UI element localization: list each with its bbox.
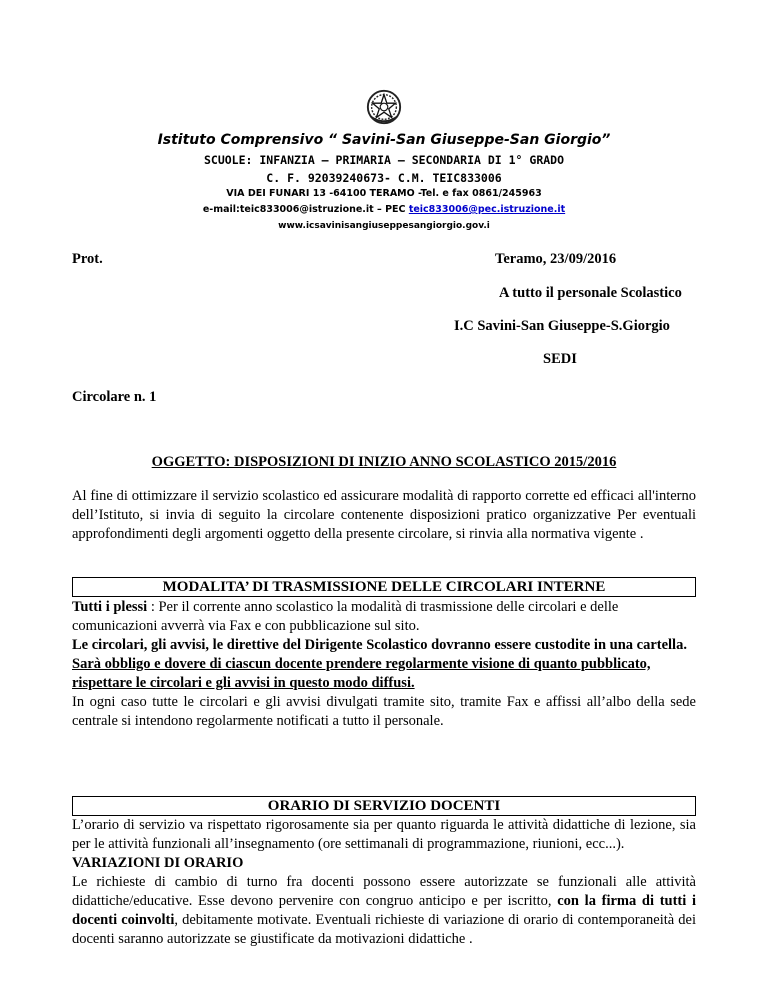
section1-p3: Sarà obbligo e dovere di ciascun docente prendere regolarmente visione di quanto pubblicato, rispettare le circolari e gli avvisi in questo modo diffusi. [72, 656, 651, 691]
recipient-staff: A tutto il personale Scolastico [499, 285, 682, 301]
pec-email-link[interactable]: teic833006@pec.istruzione.it [408, 204, 566, 215]
section1-p1-text: : Per il corrente anno scolastico la modalità di trasmissione delle circolari e delle comunicazioni avverrà via Fax e con pubblicazione sul sito. [72, 599, 619, 634]
schedule-changes-heading: VARIAZIONI DI ORARIO [72, 855, 244, 871]
section-title-circulars: MODALITA’ DI TRASMISSIONE DELLE CIRCOLARI INTERNE [72, 577, 696, 597]
section1-p1 [72, 598, 696, 636]
italian-republic-emblem-icon [365, 88, 403, 126]
section1-p2: Le circolari, gli avvisi, le direttive del Dirigente Scolastico dovranno essere custodite in una cartella. [72, 637, 687, 653]
section1-p4: In ogni caso tutte le circolari e gli avvisi divulgati tramite sito, tramite Fax e affissi all’albo della sede centrale si intendono regolarmente notificati a tutto il personale. [72, 694, 696, 729]
protocol-label: Prot. [72, 251, 103, 267]
place-date: Teramo, 23/09/2016 [495, 251, 617, 267]
school-levels: SCUOLE: INFANZIA – PRIMARIA – SECONDARIA DI 1° GRADO [203, 153, 565, 167]
section2-body [72, 816, 696, 949]
section2-p2-end: , debitamente motivate. Eventuali richieste di variazione di orario di contemporaneità dei docenti saranno autorizzate se giustificate da motivazioni didattiche . [72, 912, 696, 947]
school-codes: C. F. 92039240673- C.M. TEIC833006 [266, 171, 502, 185]
section1-body [72, 598, 696, 731]
recipient-institute: I.C Savini-San Giuseppe-S.Giorgio [454, 318, 670, 334]
email-text: e-mail:teic833006@istruzione.it – PEC [202, 204, 409, 215]
all-sites-label: Tutti i plessi [72, 599, 148, 615]
subject-line: OGGETTO: DISPOSIZIONI DI INIZIO ANNO SCOLASTICO 2015/2016 [151, 454, 617, 470]
section2-p2 [72, 873, 696, 949]
website-link[interactable]: www.icsavinisangiuseppesangiorgio.gov.i [278, 221, 490, 231]
section-title-schedule: ORARIO DI SERVIZIO DOCENTI [72, 796, 696, 816]
contact-emails [0, 204, 768, 215]
recipient-sedi: SEDI [543, 351, 577, 367]
intro-paragraph: Al fine di ottimizzare il servizio scolastico ed assicurare modalità di rapporto corrette ed efficaci all'interno dell’Istituto, si invia di seguito la circolare contenente disposizioni pratico organizzative Per eventuali approfondimenti degli argomenti oggetto della presente circolare, si rinvia alla normativa vigente . [72, 488, 696, 542]
circular-number: Circolare n. 1 [72, 389, 157, 405]
section2-p2-start: Le richieste di cambio di turno fra docenti possono essere autorizzate se funzionali alle attività didattiche/educative. Esse devono pervenire con congruo anticipo e per iscritto, [72, 874, 696, 909]
section2-p1: L’orario di servizio va rispettato rigorosamente sia per quanto riguarda le attività didattiche di lezione, sia per le attività funzionali all’insegnamento (ore settimanali di programmazione, riunioni, ecc...). [72, 817, 696, 852]
school-address: VIA DEI FUNARI 13 -64100 TERAMO -Tel. e fax 0861/245963 [226, 188, 542, 199]
school-name: Istituto Comprensivo “ Savini-San Giuseppe-San Giorgio” [157, 132, 611, 148]
signature-requirement: con la firma di tutti i docenti coinvolti [72, 893, 697, 928]
